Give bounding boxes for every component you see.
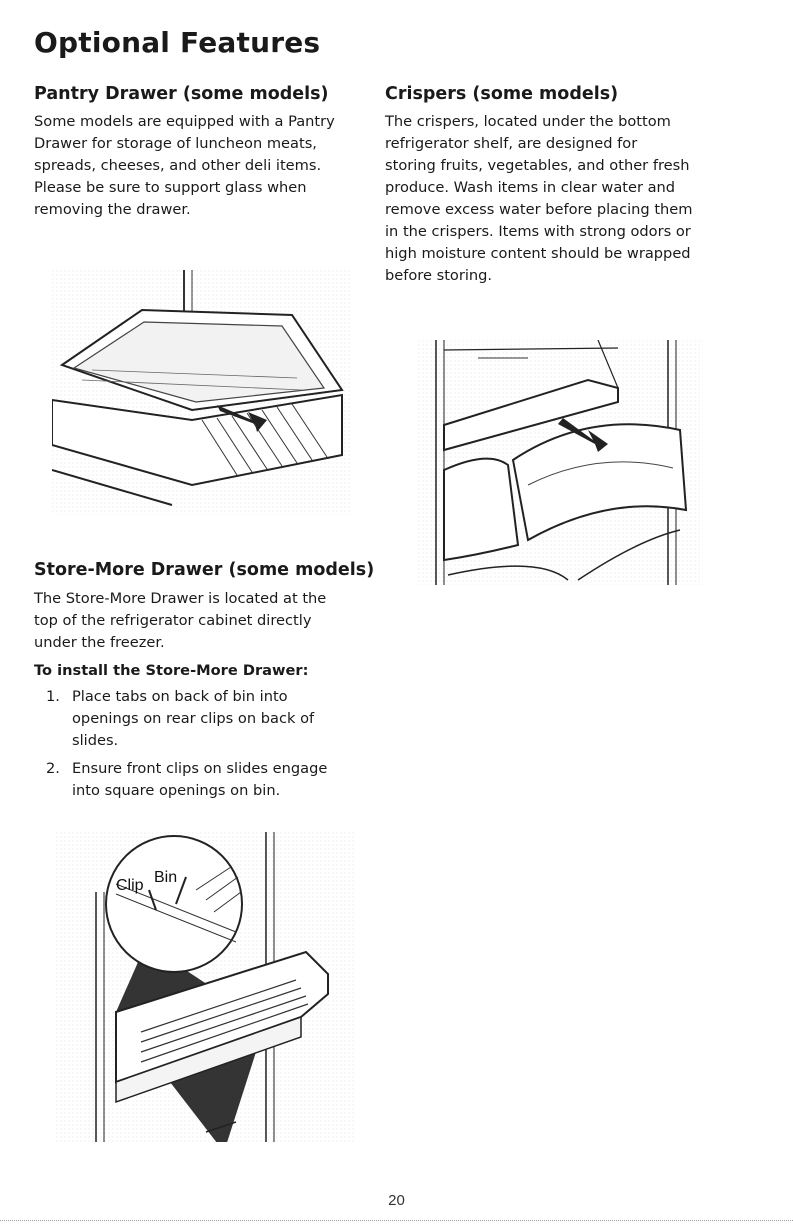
store-more-heading: Store-More Drawer (some models) [34,560,375,580]
step-line: Place tabs on back of bin into [72,688,288,705]
crispers-line: before storing. [385,267,493,284]
clip-callout: Clip [116,877,144,894]
install-step [34,758,327,802]
step-number: 2. [46,760,60,777]
crispers-heading: Crispers (some models) [385,84,619,104]
pantry-line: Please be sure to support glass when [34,179,307,196]
crispers-line: The crispers, located under the bottom [385,113,671,130]
store-more-line: under the freezer. [34,634,165,651]
pantry-line: Some models are equipped with a Pantry [34,113,335,130]
pantry-paragraph [34,111,335,221]
step-line: openings on rear clips on back of [72,710,315,727]
install-instructions-title: To install the Store-More Drawer: [34,662,309,679]
store-more-line: top of the refrigerator cabinet directly [34,612,312,629]
pantry-drawer-illustration [52,270,352,515]
crispers-paragraph [385,111,693,287]
crispers-line: remove excess water before placing them [385,201,693,218]
page-title: Optional Features [34,26,321,59]
pantry-line: spreads, cheeses, and other deli items. [34,157,322,174]
install-steps-list [34,686,327,808]
install-step [34,686,327,752]
crispers-line: refrigerator shelf, are designed for [385,135,638,152]
step-number: 1. [46,688,60,705]
step-line: Ensure front clips on slides engage [72,760,328,777]
step-line: slides. [72,732,119,749]
store-more-line: The Store-More Drawer is located at the [34,590,327,607]
bin-callout: Bin [154,869,178,886]
crispers-line: in the crispers. Items with strong odors or [385,223,691,240]
store-more-paragraph [34,588,326,654]
crispers-line: storing fruits, vegetables, and other fresh [385,157,690,174]
pantry-line: removing the drawer. [34,201,191,218]
crispers-line: high moisture content should be wrapped [385,245,691,262]
bottom-divider [0,1220,793,1221]
pantry-line: Drawer for storage of luncheon meats, [34,135,317,152]
crispers-illustration [418,340,703,585]
store-more-drawer-illustration [56,832,356,1142]
page-number: 20 [388,1192,405,1209]
step-line: into square openings on bin. [72,782,281,799]
pantry-heading: Pantry Drawer (some models) [34,84,329,104]
crispers-line: produce. Wash items in clear water and [385,179,676,196]
